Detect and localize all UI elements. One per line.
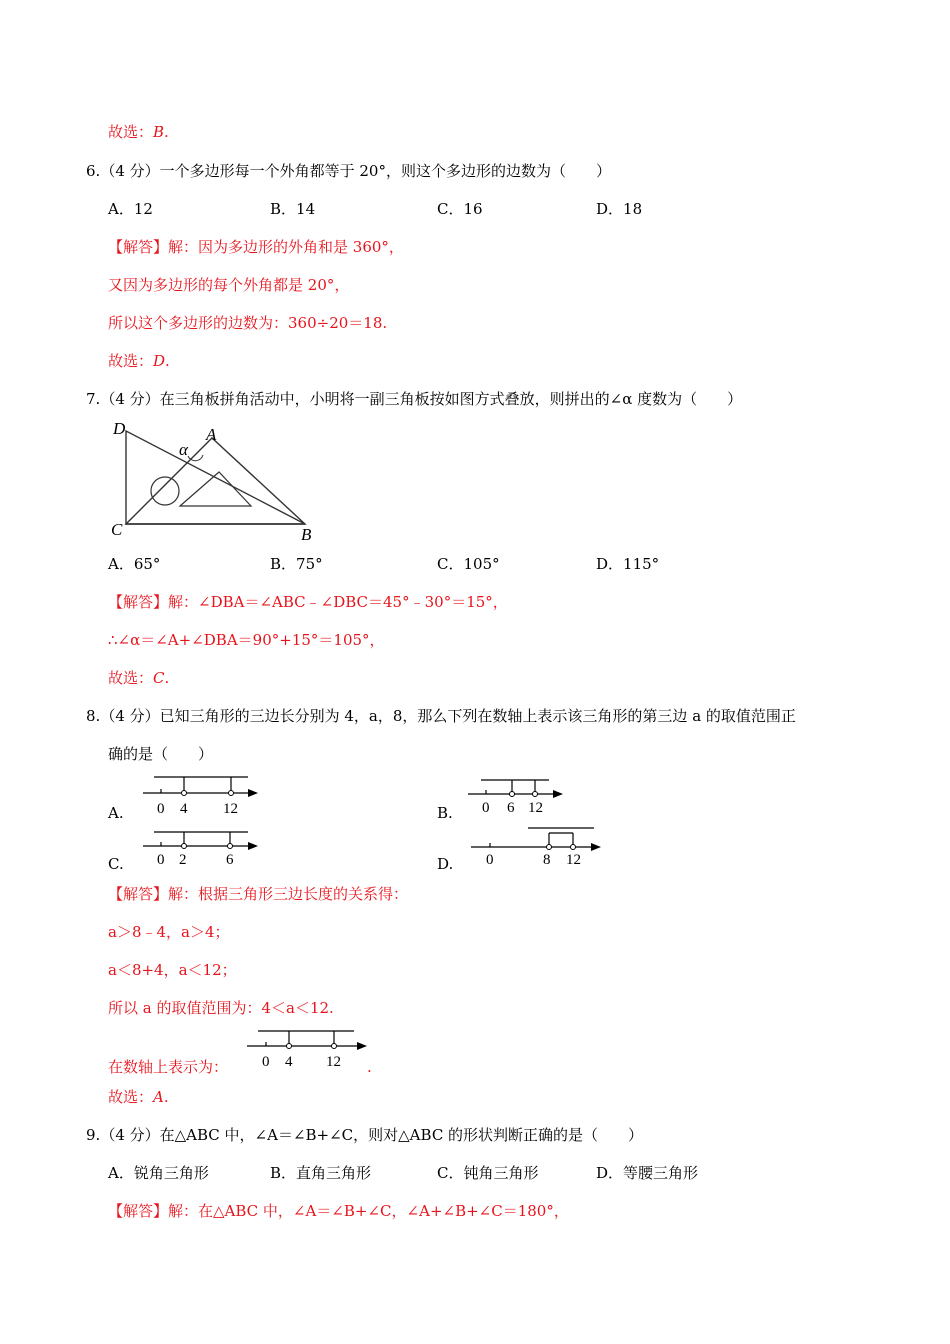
solution-text: 解：因为多边形的外角和是 360°， bbox=[168, 238, 404, 256]
q6-stem bbox=[86, 160, 611, 182]
q9-option-a: A．锐角三角形 bbox=[108, 1164, 209, 1182]
q7-stem bbox=[86, 388, 742, 410]
tick-2: 2 bbox=[179, 852, 187, 868]
q8-solution-line5: 在数轴上表示为： bbox=[108, 1058, 229, 1076]
q7-number: 7. bbox=[86, 390, 101, 408]
choice-suffix: . bbox=[164, 669, 170, 687]
label-a: A bbox=[206, 425, 217, 444]
q8-option-c-label: C. bbox=[108, 855, 124, 873]
choice-answer: C bbox=[153, 669, 165, 687]
tick-0: 0 bbox=[157, 852, 165, 868]
isosceles-set-square bbox=[126, 438, 305, 524]
large-set-square bbox=[126, 431, 305, 524]
q8-stem-line1 bbox=[86, 705, 796, 727]
q6-solution-line3: 所以这个多边形的边数为：360÷20＝18. bbox=[108, 314, 388, 332]
q7-option-d: D．115° bbox=[596, 555, 660, 573]
label-alpha: α bbox=[179, 440, 188, 459]
choice-answer: A bbox=[153, 1088, 164, 1106]
prev-choice-line bbox=[108, 121, 169, 143]
q7-option-a: A．65° bbox=[108, 555, 161, 573]
solution-tag: 【解答】 bbox=[108, 885, 169, 903]
tick-4: 4 bbox=[180, 801, 188, 817]
tick-0: 0 bbox=[157, 801, 165, 817]
q8-stem-line2: 确的是（ ） bbox=[108, 745, 214, 763]
tick-8: 8 bbox=[543, 852, 551, 868]
q6-option-a: A．12 bbox=[108, 200, 153, 218]
label-c: C bbox=[111, 520, 123, 539]
tick-4: 4 bbox=[285, 1054, 293, 1070]
q9-stem bbox=[86, 1124, 643, 1146]
q8-solution-line5-end: . bbox=[367, 1058, 372, 1076]
choice-prefix: 故选： bbox=[108, 669, 154, 687]
q6-solution-line2: 又因为多边形的每个外角都是 20°， bbox=[108, 276, 350, 294]
solution-tag: 【解答】 bbox=[108, 1202, 169, 1220]
q9-option-c: C．钝角三角形 bbox=[437, 1164, 539, 1182]
circle-hole bbox=[151, 477, 179, 505]
label-b: B bbox=[301, 525, 312, 544]
solution-tag: 【解答】 bbox=[108, 238, 169, 256]
solution-tag: 【解答】 bbox=[108, 593, 169, 611]
choice-prefix: 故选： bbox=[108, 123, 154, 141]
tick-12: 12 bbox=[326, 1054, 341, 1070]
solution-text: 解：根据三角形三边长度的关系得： bbox=[168, 885, 409, 903]
q7-triangle-figure bbox=[105, 418, 320, 546]
q9-number: 9. bbox=[86, 1126, 101, 1144]
tick-0: 0 bbox=[482, 800, 490, 816]
q8-option-a-number-line bbox=[140, 773, 260, 819]
q6-text: （4 分）一个多边形每一个外角都等于 20°，则这个多边形的边数为（ ） bbox=[100, 162, 611, 180]
q8-option-c-number-line bbox=[140, 826, 260, 872]
tick-0: 0 bbox=[486, 852, 494, 868]
tick-12: 12 bbox=[223, 801, 238, 817]
q6-solution-line1 bbox=[108, 236, 404, 258]
tick-12: 12 bbox=[528, 800, 543, 816]
q6-option-c: C．16 bbox=[437, 200, 483, 218]
q6-number: 6. bbox=[86, 162, 101, 180]
q8-option-a-label: A. bbox=[108, 804, 124, 822]
tick-6: 6 bbox=[226, 852, 234, 868]
q7-option-b: B．75° bbox=[270, 555, 323, 573]
q8-solution-line3: a＜8+4，a＜12； bbox=[108, 961, 237, 979]
q6-option-d: D．18 bbox=[596, 200, 643, 218]
q8-text: （4 分）已知三角形的三边长分别为 4，a，8，那么下列在数轴上表示该三角形的第三边 a 的取值范围正 bbox=[100, 707, 796, 725]
q7-choice-line bbox=[108, 667, 169, 689]
q8-option-d-number-line bbox=[468, 825, 603, 871]
q6-choice-line bbox=[108, 350, 170, 372]
tick-0: 0 bbox=[262, 1054, 270, 1070]
choice-suffix: . bbox=[165, 352, 170, 370]
q9-option-d: D．等腰三角形 bbox=[596, 1164, 699, 1182]
q9-text: （4 分）在△ABC 中，∠A＝∠B+∠C，则对△ABC 的形状判断正确的是（ ） bbox=[100, 1126, 644, 1144]
tick-6: 6 bbox=[507, 800, 515, 816]
q8-number: 8. bbox=[86, 707, 101, 725]
choice-prefix: 故选： bbox=[108, 1088, 154, 1106]
choice-prefix: 故选： bbox=[108, 352, 154, 370]
q9-option-b: B．直角三角形 bbox=[270, 1164, 372, 1182]
q9-solution-line1 bbox=[108, 1200, 569, 1222]
choice-answer: B bbox=[153, 123, 165, 141]
q8-solution-line4: 所以 a 的取值范围为：4＜a＜12. bbox=[108, 999, 334, 1017]
q8-solution-line1 bbox=[108, 883, 408, 905]
label-d: D bbox=[113, 419, 126, 438]
q8-solution-number-line bbox=[244, 1026, 369, 1072]
q7-solution-line2: ∴∠α＝∠A+∠DBA＝90°+15°＝105°， bbox=[108, 631, 385, 649]
tick-12: 12 bbox=[566, 852, 581, 868]
q8-option-d-label: D. bbox=[437, 855, 454, 873]
q7-text: （4 分）在三角板拼角活动中，小明将一副三角板按如图方式叠放，则拼出的∠α 度数为（ ） bbox=[100, 390, 743, 408]
solution-text: 解：在△ABC 中，∠A＝∠B+∠C，∠A+∠B+∠C＝180°， bbox=[168, 1202, 569, 1220]
choice-answer: D bbox=[153, 352, 166, 370]
solution-text: 解：∠DBA＝∠ABC﹣∠DBC＝45°﹣30°＝15°， bbox=[168, 593, 508, 611]
q8-choice-line bbox=[108, 1086, 169, 1108]
q8-option-b-label: B. bbox=[437, 804, 453, 822]
q8-option-b-number-line bbox=[465, 770, 565, 816]
q8-solution-line2: a＞8﹣4，a＞4； bbox=[108, 923, 230, 941]
q6-option-b: B．14 bbox=[270, 200, 316, 218]
q7-option-c: C．105° bbox=[437, 555, 500, 573]
choice-suffix: . bbox=[164, 123, 169, 141]
q7-solution-line1 bbox=[108, 591, 508, 613]
choice-suffix: . bbox=[163, 1088, 169, 1106]
